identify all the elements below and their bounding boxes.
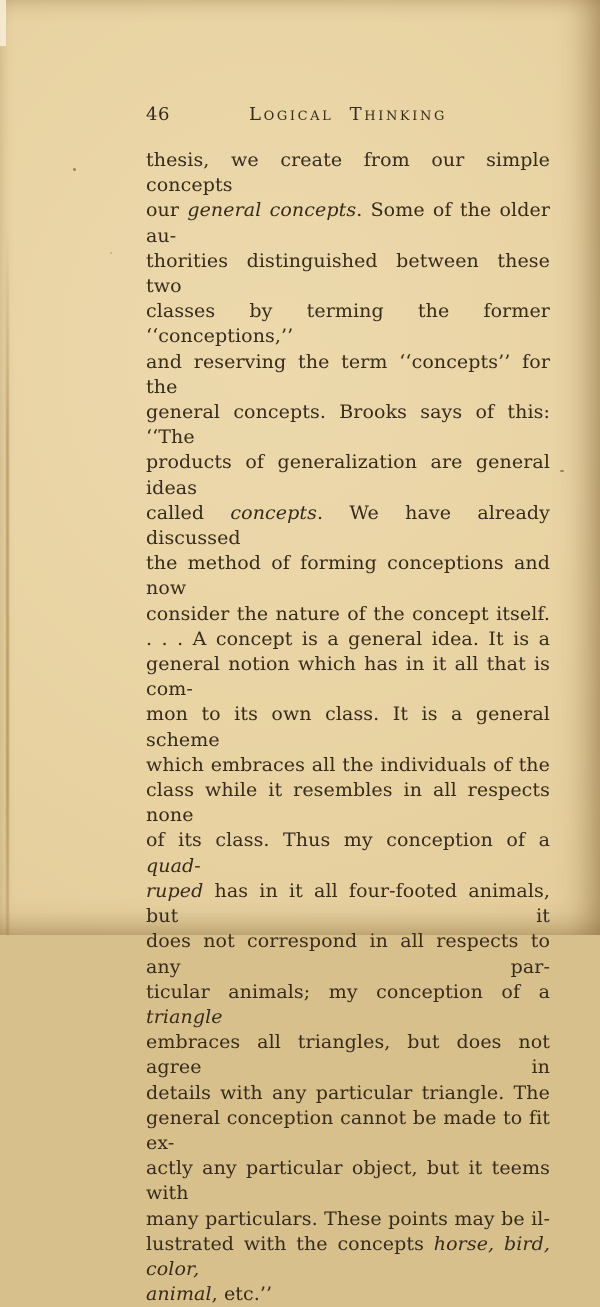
text-line	[146, 627, 550, 652]
text-line	[146, 551, 550, 601]
body-text: general concepts. Brooks says of this: ‘‘The	[146, 401, 550, 449]
paper-speck	[110, 252, 112, 254]
text-line	[146, 1156, 550, 1206]
body-text: thesis, we create from our simple concepts	[146, 149, 550, 197]
italic-text: general concepts	[187, 199, 357, 222]
body-text: general notion which has in it all that is com-	[146, 653, 550, 701]
body-text: . . . A concept is a general idea. It is a	[146, 627, 550, 650]
italic-text: concepts	[230, 501, 317, 524]
paper-speck	[560, 470, 564, 472]
text-line	[146, 929, 550, 979]
body-text: class while it resembles in all respects none	[146, 779, 550, 827]
text-line	[146, 450, 550, 500]
text-line	[146, 602, 550, 627]
text-line	[146, 1081, 550, 1106]
text-line	[146, 753, 550, 778]
running-title: Logical Thinking	[249, 104, 447, 125]
page-crease	[6, 230, 9, 935]
body-text: products of generalization are general ideas	[146, 451, 550, 499]
text-line	[146, 828, 550, 878]
italic-text: triangle	[146, 1005, 223, 1028]
text-line	[146, 1282, 550, 1307]
italic-text: animal	[146, 1283, 212, 1306]
body-text: consider the nature of the concept itself.	[146, 602, 550, 625]
scan-corner-artifact	[0, 0, 6, 46]
paper-speck	[73, 168, 76, 171]
body-text: . Some of the older au-	[146, 199, 551, 247]
italic-text: horse, bird, color,	[146, 1232, 550, 1280]
text-line	[146, 1207, 550, 1232]
body-text: actly any particular object, but it teems with	[146, 1157, 550, 1205]
body-text: the method of forming conceptions and now	[146, 552, 550, 600]
text-line	[146, 148, 550, 198]
text-line	[146, 400, 550, 450]
body-text: and reserving the term ‘‘concepts’’ for the	[146, 350, 550, 398]
page-number: 46	[146, 104, 170, 125]
text-line	[146, 299, 550, 349]
body-text: thorities distinguished between these two	[146, 249, 550, 298]
body-text: classes by terming the former ‘‘conceptions,’’	[146, 300, 550, 348]
body-text: lustrated with the concepts	[146, 1232, 434, 1255]
text-line	[146, 702, 550, 752]
text-line	[146, 501, 550, 551]
body-text: mon to its own class. It is a general scheme	[146, 703, 550, 751]
body-text: has in it all four-footed animals, but it	[146, 879, 550, 928]
body-text: details with any particular triangle. The	[146, 1081, 550, 1104]
page-header	[146, 104, 550, 126]
text-line	[146, 778, 550, 828]
text-line	[146, 980, 550, 1030]
body-text: our	[146, 199, 188, 222]
body-text: general conception cannot be made to fit ex-	[146, 1106, 550, 1154]
body-text: , etc.’’	[211, 1283, 273, 1306]
text-line	[146, 1232, 550, 1282]
text-line	[146, 249, 550, 299]
italic-text: quad-	[146, 854, 201, 877]
text-line	[146, 879, 550, 929]
text-line	[146, 1106, 550, 1156]
text-line	[146, 198, 550, 248]
italic-text: ruped	[146, 879, 204, 902]
text-line	[146, 1030, 550, 1080]
body-text: . We have already discussed	[146, 501, 550, 550]
body-text: of its class. Thus my conception of a	[146, 829, 550, 852]
body-text: does not correspond in all respects to any par-	[146, 930, 550, 978]
body-text: ticular animals; my conception of a	[146, 980, 550, 1003]
body-text: which embraces all the individuals of the	[146, 753, 550, 776]
text-line	[146, 350, 550, 400]
text-line	[146, 652, 550, 702]
page-body	[146, 148, 550, 1307]
body-text: called	[146, 501, 231, 524]
body-text: many particulars. These points may be il-	[146, 1207, 550, 1230]
body-text: embraces all triangles, but does not agree in	[146, 1031, 550, 1079]
